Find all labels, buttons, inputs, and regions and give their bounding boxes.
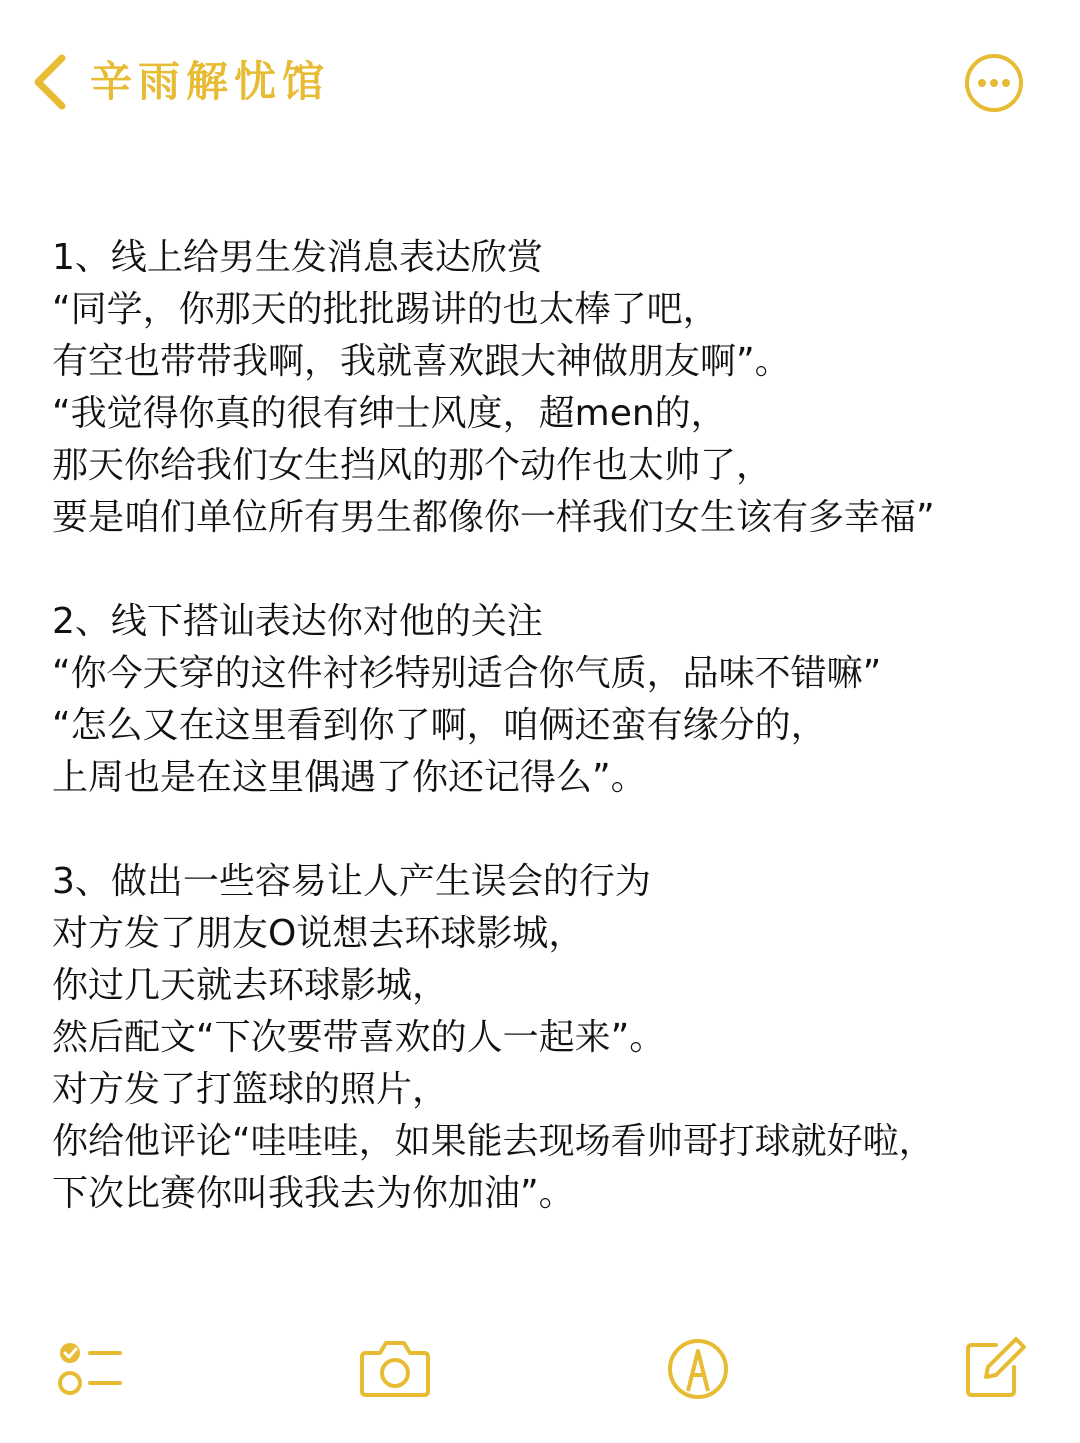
note-line: 对方发了打篮球的照片， <box>52 1069 449 1110</box>
camera-button[interactable] <box>358 1333 432 1407</box>
note-line: 你过几天就去环球影城， <box>52 965 449 1006</box>
note-line: 然后配文“下次要带喜欢的人一起来”。 <box>52 1017 666 1058</box>
note-line: 下次比赛你叫我我去为你加油”。 <box>52 1173 575 1214</box>
bottom-toolbar <box>0 1325 1080 1415</box>
note-line: 上周也是在这里偶遇了你还记得么”。 <box>52 757 647 798</box>
note-section-1 <box>52 232 1052 544</box>
chevron-left-icon <box>28 50 84 114</box>
note-line: 要是咱们单位所有男生都像你一样我们女生该有多幸福” <box>52 497 935 538</box>
section-heading: 1、线上给男生发消息表达欣赏 <box>52 237 543 278</box>
note-body[interactable] <box>52 232 1052 1272</box>
note-line: 那天你给我们女生挡风的那个动作也太帅了， <box>52 445 773 486</box>
note-line: “怎么又在这里看到你了啊，咱俩还蛮有缘分的， <box>52 705 827 746</box>
compose-icon <box>962 1333 1028 1403</box>
note-section-2 <box>52 596 1052 804</box>
markup-button[interactable] <box>666 1333 730 1407</box>
more-button[interactable] <box>963 52 1025 114</box>
checklist-button[interactable] <box>56 1333 126 1407</box>
camera-icon <box>358 1333 432 1403</box>
markup-pen-icon <box>666 1333 730 1403</box>
note-line: 对方发了朋友O说想去环球影城， <box>52 913 585 954</box>
note-line: 有空也带带我啊，我就喜欢跟大神做朋友啊”。 <box>52 341 791 382</box>
checklist-icon <box>56 1333 126 1403</box>
note-line: “同学，你那天的批批踢讲的也太棒了吧， <box>52 289 719 330</box>
compose-button[interactable] <box>962 1333 1028 1407</box>
section-heading: 2、线下搭讪表达你对他的关注 <box>52 601 543 642</box>
section-heading: 3、做出一些容易让人产生误会的行为 <box>52 861 651 902</box>
back-button[interactable] <box>28 50 84 114</box>
note-line: “我觉得你真的很有绅士风度，超men的， <box>52 393 727 434</box>
note-line: 你给他评论“哇哇哇，如果能去现场看帅哥打球就好啦， <box>52 1121 935 1162</box>
note-section-3 <box>52 856 1052 1220</box>
more-horizontal-icon <box>963 52 1025 114</box>
page-title: 辛雨解忧馆 <box>90 57 331 106</box>
nav-bar <box>0 0 1080 170</box>
note-line: “你今天穿的这件衬衫特别适合你气质，品味不错嘛” <box>52 653 882 694</box>
